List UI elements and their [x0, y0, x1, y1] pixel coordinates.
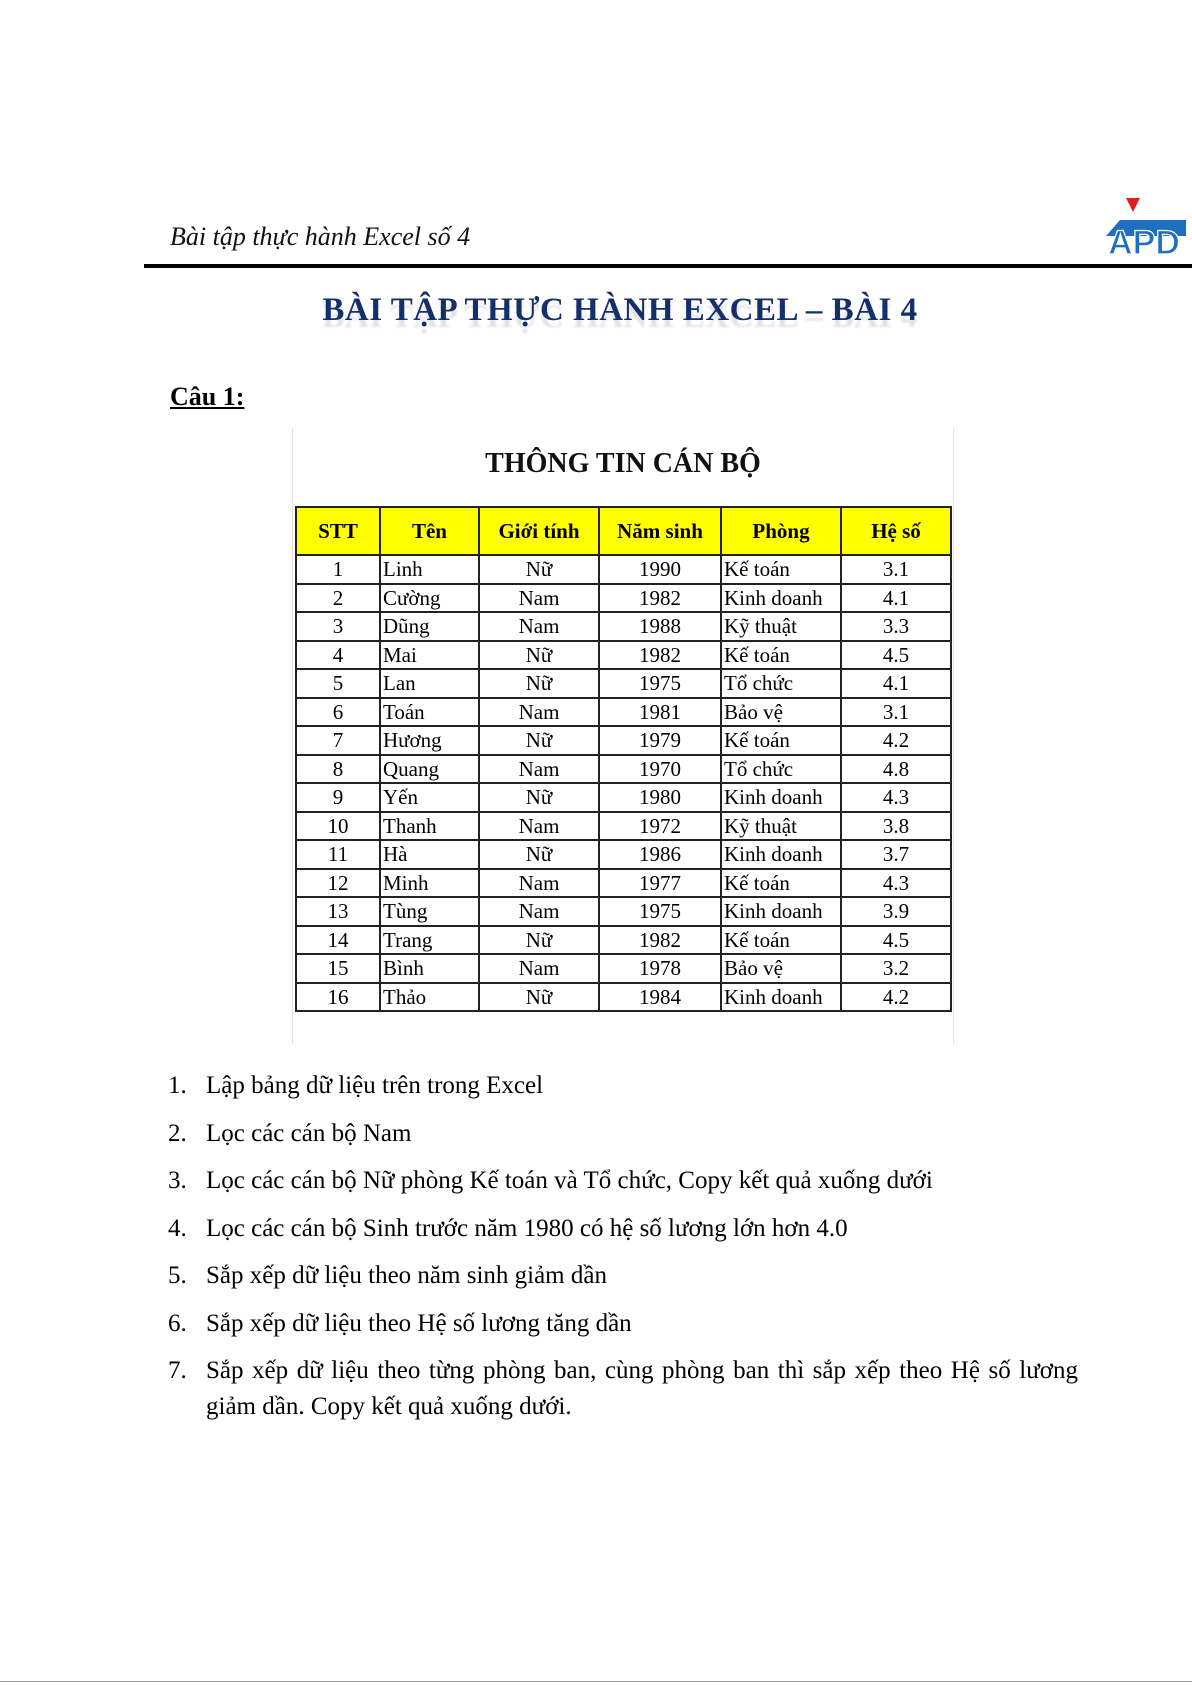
table-cell: 16	[296, 983, 380, 1012]
table-cell: 3.3	[841, 612, 951, 641]
table-cell: Kỹ thuật	[721, 612, 841, 641]
table-cell: Tổ chức	[721, 669, 841, 698]
running-header: Bài tập thực hành Excel số 4	[170, 222, 471, 251]
column-header: Phòng	[721, 507, 841, 555]
table-cell: 2	[296, 584, 380, 613]
table-row	[296, 669, 951, 698]
table-cell: 1972	[599, 812, 721, 841]
table-cell: Nam	[479, 698, 599, 727]
table-cell: 14	[296, 926, 380, 955]
table-cell: 3.1	[841, 555, 951, 584]
table-cell: Kinh doanh	[721, 783, 841, 812]
column-header: Tên	[380, 507, 479, 555]
table-cell: 3.9	[841, 897, 951, 926]
task-text: Sắp xếp dữ liệu theo Hệ số lương tăng dần	[206, 1309, 632, 1337]
table-row	[296, 698, 951, 727]
table-cell: 1986	[599, 840, 721, 869]
table-cell: 1978	[599, 954, 721, 983]
table-cell: 1970	[599, 755, 721, 784]
table-cell: Nam	[479, 897, 599, 926]
task-number: 6.	[168, 1309, 187, 1337]
task-text: Lập bảng dữ liệu trên trong Excel	[206, 1072, 544, 1099]
task-item	[168, 1353, 1078, 1425]
table-cell: Cường	[380, 584, 479, 613]
table-cell: Minh	[380, 869, 479, 898]
table-row	[296, 755, 951, 784]
table-cell: Nam	[479, 584, 599, 613]
table-cell: Nam	[479, 812, 599, 841]
task-number: 4.	[168, 1214, 187, 1242]
table-cell: 1975	[599, 669, 721, 698]
table-cell: 4.5	[841, 926, 951, 955]
task-number: 5.	[168, 1262, 187, 1289]
task-number: 3.	[168, 1167, 187, 1194]
column-header: Hệ số	[841, 507, 951, 555]
page-bottom-edge	[0, 1681, 1192, 1682]
task-item	[168, 1163, 1078, 1199]
table-cell: 4.5	[841, 641, 951, 670]
table-row	[296, 812, 951, 841]
table-row	[296, 869, 951, 898]
table-cell: 1982	[599, 584, 721, 613]
task-item	[168, 1211, 1078, 1247]
table-cell: Nữ	[479, 669, 599, 698]
table-cell: 4.3	[841, 783, 951, 812]
table-cell: Tùng	[380, 897, 479, 926]
apd-logo	[1100, 196, 1192, 258]
table-cell: 8	[296, 755, 380, 784]
table-cell: Hà	[380, 840, 479, 869]
task-text: Lọc các cán bộ Nữ phòng Kế toán và Tổ chức, Copy kết quả xuống dưới	[206, 1167, 933, 1194]
table-row	[296, 584, 951, 613]
table-cell: 10	[296, 812, 380, 841]
table-cell: Lan	[380, 669, 479, 698]
table-row	[296, 954, 951, 983]
table-cell: Hương	[380, 726, 479, 755]
table-cell: 1975	[599, 897, 721, 926]
task-item	[168, 1068, 1078, 1104]
table-cell: 4.1	[841, 669, 951, 698]
table-cell: Nam	[479, 755, 599, 784]
table-cell: 3.1	[841, 698, 951, 727]
task-item	[168, 1258, 1078, 1294]
table-cell: 3.7	[841, 840, 951, 869]
table-cell: 13	[296, 897, 380, 926]
table-cell: 5	[296, 669, 380, 698]
staff-table	[295, 506, 952, 1012]
table-row	[296, 840, 951, 869]
table-cell: Kinh doanh	[721, 897, 841, 926]
task-number: 2.	[168, 1119, 187, 1147]
table-cell: Nữ	[479, 783, 599, 812]
table-cell: 1977	[599, 869, 721, 898]
table-header-row	[296, 507, 951, 555]
section-label: Câu 1:	[170, 382, 245, 411]
task-text: Lọc các cán bộ Sinh trước năm 1980 có hệ số lương lớn hơn 4.0	[206, 1214, 848, 1242]
table-title: THÔNG TIN CÁN BỘ	[485, 448, 761, 479]
header-divider	[144, 264, 1192, 268]
table-cell: 3.2	[841, 954, 951, 983]
table-cell: Bình	[380, 954, 479, 983]
table-cell: Kế toán	[721, 926, 841, 955]
task-number: 7.	[168, 1357, 187, 1384]
table-cell: Quang	[380, 755, 479, 784]
page-title: BÀI TẬP THỰC HÀNH EXCEL – BÀI 4	[322, 292, 918, 328]
table-cell: Kinh doanh	[721, 983, 841, 1012]
table-cell: Dũng	[380, 612, 479, 641]
table-cell: 4	[296, 641, 380, 670]
table-cell: Nam	[479, 954, 599, 983]
table-cell: 4.1	[841, 584, 951, 613]
table-cell: Nữ	[479, 983, 599, 1012]
table-cell: 1988	[599, 612, 721, 641]
table-cell: 7	[296, 726, 380, 755]
table-cell: Nữ	[479, 641, 599, 670]
spreadsheet-image	[292, 428, 954, 1044]
table-cell: 15	[296, 954, 380, 983]
table-cell: Bảo vệ	[721, 954, 841, 983]
table-cell: 3.8	[841, 812, 951, 841]
table-cell: 1982	[599, 641, 721, 670]
table-cell: 9	[296, 783, 380, 812]
task-item	[168, 1306, 1078, 1342]
table-row	[296, 926, 951, 955]
table-row	[296, 783, 951, 812]
task-text: Sắp xếp dữ liệu theo từng phòng ban, cùng phòng ban thì sắp xếp theo Hệ số lương giảm dần. Copy kết quả xuống dưới.	[206, 1357, 1078, 1420]
table-cell: Tổ chức	[721, 755, 841, 784]
task-item	[168, 1116, 1078, 1152]
table-cell: 1982	[599, 926, 721, 955]
table-cell: Mai	[380, 641, 479, 670]
table-cell: Nam	[479, 869, 599, 898]
task-text: Sắp xếp dữ liệu theo năm sinh giảm dần	[206, 1262, 607, 1289]
table-row	[296, 983, 951, 1012]
table-cell: Thảo	[380, 983, 479, 1012]
table-cell: Linh	[380, 555, 479, 584]
table-cell: 3	[296, 612, 380, 641]
table-cell: 4.2	[841, 983, 951, 1012]
table-cell: Nữ	[479, 840, 599, 869]
table-row	[296, 726, 951, 755]
table-cell: 1	[296, 555, 380, 584]
table-row	[296, 641, 951, 670]
table-row	[296, 612, 951, 641]
table-cell: Kinh doanh	[721, 584, 841, 613]
table-cell: Nữ	[479, 555, 599, 584]
table-cell: Thanh	[380, 812, 479, 841]
table-cell: 1990	[599, 555, 721, 584]
table-cell: 6	[296, 698, 380, 727]
table-cell: 4.3	[841, 869, 951, 898]
table-cell: Bảo vệ	[721, 698, 841, 727]
table-cell: Kế toán	[721, 726, 841, 755]
table-cell: Nữ	[479, 726, 599, 755]
task-number: 1.	[168, 1072, 187, 1099]
table-cell: Nam	[479, 612, 599, 641]
table-cell: 1981	[599, 698, 721, 727]
logo-text: APD	[1108, 224, 1180, 258]
task-list	[168, 1068, 1078, 1437]
table-cell: 12	[296, 869, 380, 898]
column-header: Năm sinh	[599, 507, 721, 555]
table-cell: Kế toán	[721, 869, 841, 898]
table-cell: 11	[296, 840, 380, 869]
table-row	[296, 897, 951, 926]
column-header: STT	[296, 507, 380, 555]
table-cell: Kế toán	[721, 555, 841, 584]
table-cell: 1979	[599, 726, 721, 755]
table-row	[296, 555, 951, 584]
table-cell: Yến	[380, 783, 479, 812]
table-cell: 1980	[599, 783, 721, 812]
column-header: Giới tính	[479, 507, 599, 555]
table-cell: Nữ	[479, 926, 599, 955]
table-cell: 4.2	[841, 726, 951, 755]
table-cell: Kế toán	[721, 641, 841, 670]
table-cell: Toán	[380, 698, 479, 727]
table-cell: Trang	[380, 926, 479, 955]
table-cell: 1984	[599, 983, 721, 1012]
table-cell: Kinh doanh	[721, 840, 841, 869]
table-cell: Kỹ thuật	[721, 812, 841, 841]
table-body	[296, 555, 951, 1011]
table-cell: 4.8	[841, 755, 951, 784]
task-text: Lọc các cán bộ Nam	[206, 1119, 412, 1147]
